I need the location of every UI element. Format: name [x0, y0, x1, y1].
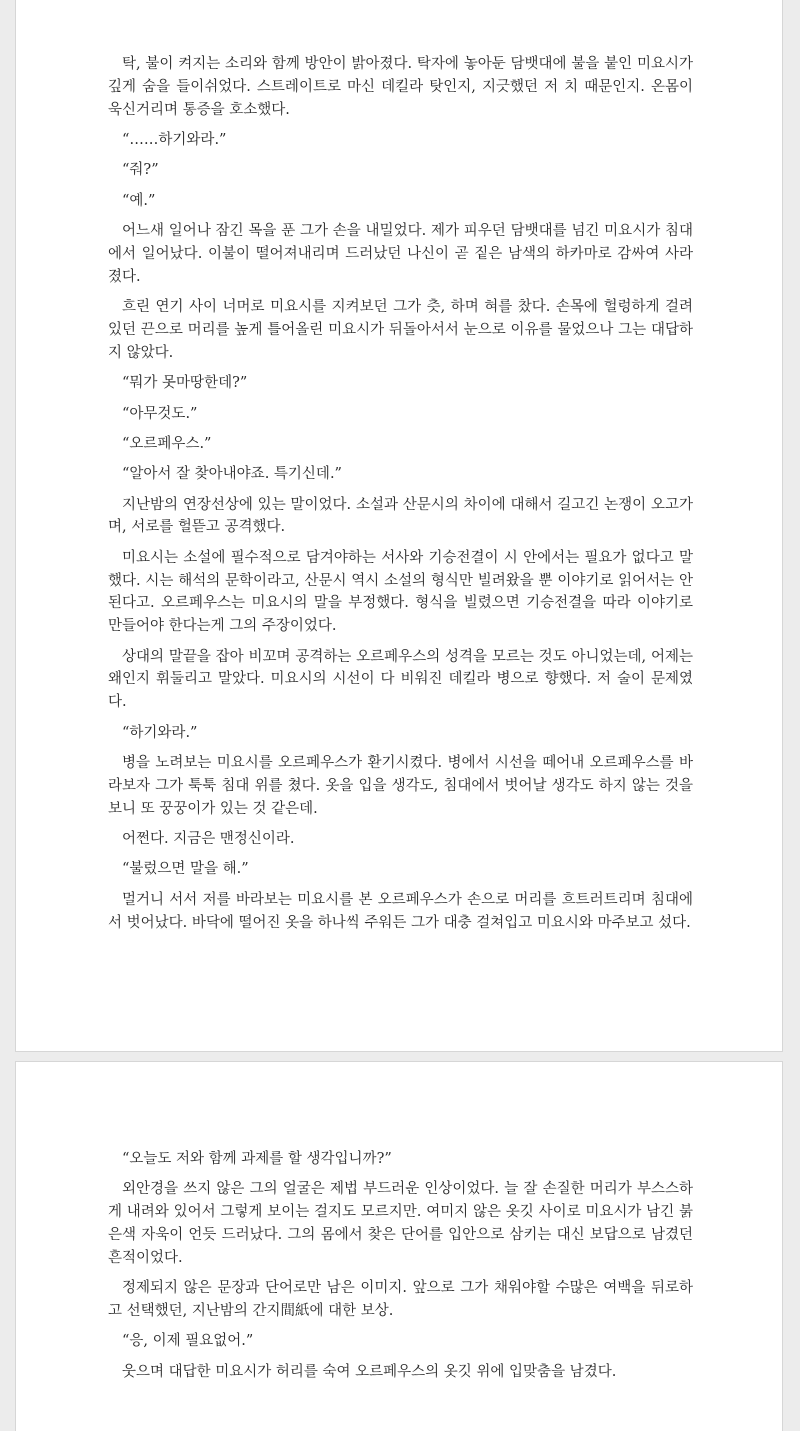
paragraph: 외안경을 쓰지 않은 그의 얼굴은 제법 부드러운 인상이었다. 늘 잘 손질한 머리가 부스스하게 내려와 있어서 그렇게 보이는 걸지도 모르지만. 여미지 않은 옷깃 사이로 미요시가 남긴 붉은색 자욱이 언듯 드러났다. 그의 몸에서 찾은 단어를 입안으로 삼키는 대신 보답으로 남겼던 흔적이었다. — [108, 1181, 693, 1266]
paragraph: “오늘도 저와 함께 과제를 할 생각입니까?” — [122, 1151, 392, 1167]
paragraph: “……하기와라.” — [122, 131, 227, 148]
paragraph: 탁, 불이 켜지는 소리와 함께 방안이 밝아졌다. 탁자에 놓아둔 담뱃대에 불을 붙인 미요시가 깊게 숨을 들이쉬었다. 스트레이트로 마신 데킬라 탓인지, 지긋했던 저 치 때문인지. 온몸이 욱신거리며 통증을 호소했다. — [108, 56, 693, 118]
paragraph: 병을 노려보는 미요시를 오르페우스가 환기시켰다. 병에서 시선을 떼어내 오르페우스를 바라보자 그가 툭툭 침대 위를 쳤다. 옷을 입을 생각도, 침대에서 벗어날 생각도 하지 않는 것을 보니 또 꿍꿍이가 있는 것 같은데. — [108, 755, 693, 817]
paragraph: “아무것도.” — [122, 405, 198, 422]
paragraph: “줘?” — [122, 162, 159, 179]
paragraph: 지난밤의 연장선상에 있는 말이었다. 소설과 산문시의 차이에 대해서 길고긴 논쟁이 오고가며, 서로를 헐뜯고 공격했다. — [108, 496, 693, 536]
paragraph: “오르페우스.” — [122, 435, 212, 452]
page-1 — [15, 0, 783, 1052]
page-1-text — [108, 53, 693, 942]
paragraph: “알아서 잘 찾아내야죠. 특기신데.” — [122, 466, 342, 483]
paragraph: 멀거니 서서 저를 바라보는 미요시를 본 오르페우스가 손으로 머리를 흐트러트리며 침대에서 벗어났다. 바닥에 떨어진 옷을 하나씩 주워든 그가 대충 걸쳐입고 미요시와 마주보고 섰다. — [108, 891, 693, 931]
paragraph: 상대의 말끝을 잡아 비꼬며 공격하는 오르페우스의 성격을 모르는 것도 아니었는데, 어제는 왜인지 휘둘리고 말았다. 미요시의 시선이 다 비워진 데킬라 병으로 향했다. 저 술이 문제였다. — [108, 648, 693, 711]
paragraph: 어느새 일어나 잠긴 목을 푼 그가 손을 내밀었다. 제가 피우던 담뱃대를 넘긴 미요시가 침대에서 일어났다. 이불이 떨어져내리며 드러났던 나신이 곧 짙은 남색의 하카마로 감싸여 사라졌다. — [108, 223, 693, 285]
paragraph: 웃으며 대답한 미요시가 허리를 숙여 오르페우스의 옷깃 위에 입맞춤을 남겼다. — [122, 1363, 617, 1380]
paragraph: “하기와라.” — [122, 724, 198, 741]
paragraph: 흐린 연기 사이 너머로 미요시를 지켜보던 그가 츳, 하며 혀를 찼다. 손목에 헐렁하게 걸려있던 끈으로 머리를 높게 틀어올린 미요시가 뒤돌아서서 눈으로 이유를 물었으나 그는 대답하지 않았다. — [108, 299, 693, 361]
paragraph: 어쩐다. 지금은 맨정신이라. — [122, 831, 295, 848]
page-2-text — [108, 1148, 693, 1391]
paragraph: 미요시는 소설에 필수적으로 담겨야하는 서사와 기승전결이 시 안에서는 필요가 없다고 말했다. 시는 해석의 문학이라고, 산문시 역시 소설의 형식만 빌려왔을 뿐 이야기로 읽어서는 안 된다고. 오르페우스는 미요시의 말을 부정했다. 형식을 빌렸으면 기승전결을 따라 이야기로 만들어야 한다는게 그의 주장이었다. — [108, 549, 693, 635]
paragraph: 정제되지 않은 문장과 단어로만 남은 이미지. 앞으로 그가 채워야할 수많은 여백을 뒤로하고 선택했던, 지난밤의 간지間紙에 대한 보상. — [108, 1280, 693, 1319]
paragraph: “응, 이제 필요없어.” — [122, 1333, 254, 1350]
page-2 — [15, 1061, 783, 1431]
paragraph: “불렀으면 말을 해.” — [122, 861, 249, 878]
paragraph: “예.” — [122, 192, 156, 209]
paragraph: “뭐가 못마땅한데?” — [122, 375, 248, 392]
